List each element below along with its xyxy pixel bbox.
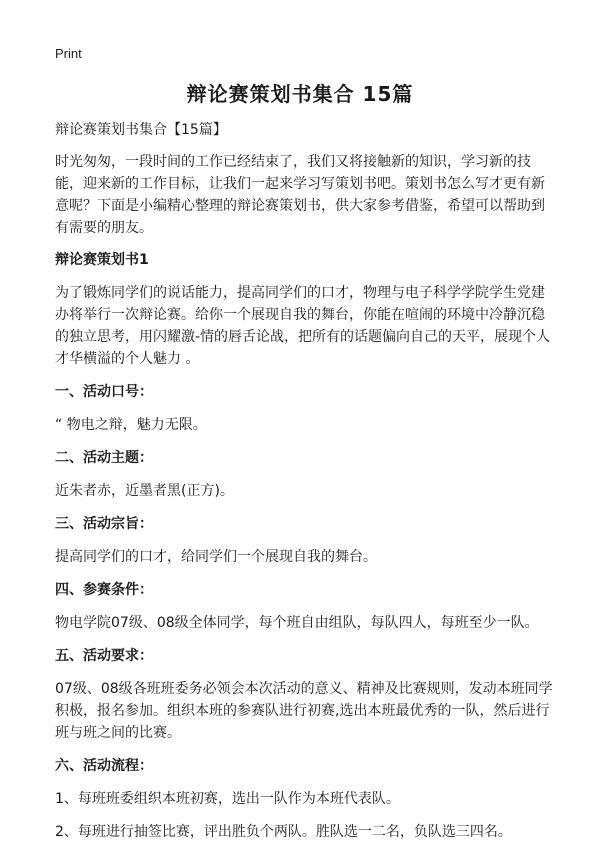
document-subtitle: 辩论赛策划书集合【15篇】 [55, 122, 227, 138]
page-title: 辩论赛策划书集合 15篇 [186, 82, 414, 106]
heading-requirements: 五、活动要求： [55, 648, 153, 664]
heading-eligibility: 四、参赛条件： [55, 582, 153, 598]
document-body [55, 119, 555, 854]
heading-purpose: 三、活动宗旨： [55, 516, 153, 532]
heading-theme: 二、活动主题： [55, 450, 153, 466]
intro-paragraph: 时光匆匆，一段时间的工作已经结束了，我们又将接触新的知识，学习新的技能，迎来新的工作目标，让我们一起来学习写策划书吧。策划书怎么写才更有新意呢？下面是小编精心整理的辩论赛策划书，供大家参考借鉴，希望可以帮助到有需要的朋友。 [55, 154, 545, 236]
flow-item: 1、每班班委组织本班初赛，选出一队作为本班代表队。 [55, 791, 400, 807]
theme-text: 近朱者赤，近墨者黑(正方)。 [55, 483, 234, 499]
section-title: 辩论赛策划书1 [55, 252, 149, 268]
heading-slogan: 一、活动口号： [55, 384, 153, 400]
eligibility-text: 物电学院07级、08级全体同学，每个班自由组队，每队四人，每班至少一队。 [55, 615, 539, 631]
print-link[interactable]: Print [55, 46, 82, 61]
flow-item: 2、每班进行抽签比赛，评出胜负个两队。胜队选一二名，负队选三四名。 [55, 824, 512, 840]
slogan-text: “ 物电之辩，魅力无限。 [55, 417, 207, 433]
heading-flow: 六、活动流程： [55, 758, 153, 774]
purpose-text: 提高同学们的口才，给同学们一个展现自我的舞台。 [55, 549, 377, 565]
section-body: 为了锻炼同学们的说话能力，提高同学们的口才，物理与电子科学学院学生党建办将举行一次辩论赛。给你一个展现自我的舞台，你能在喧闹的环境中冷静沉稳的独立思考，用闪耀激-情的唇舌论战，把所有的话题偏向自己的天平，展现个人才华横溢的个人魅力 。 [55, 285, 551, 367]
requirements-text: 07级、08级各班班委务必领会本次活动的意义、精神及比赛规则，发动本班同学积极，报名参加。组织本班的参赛队进行初赛,选出本班最优秀的一队，然后进行班与班之间的比赛。 [55, 681, 553, 741]
